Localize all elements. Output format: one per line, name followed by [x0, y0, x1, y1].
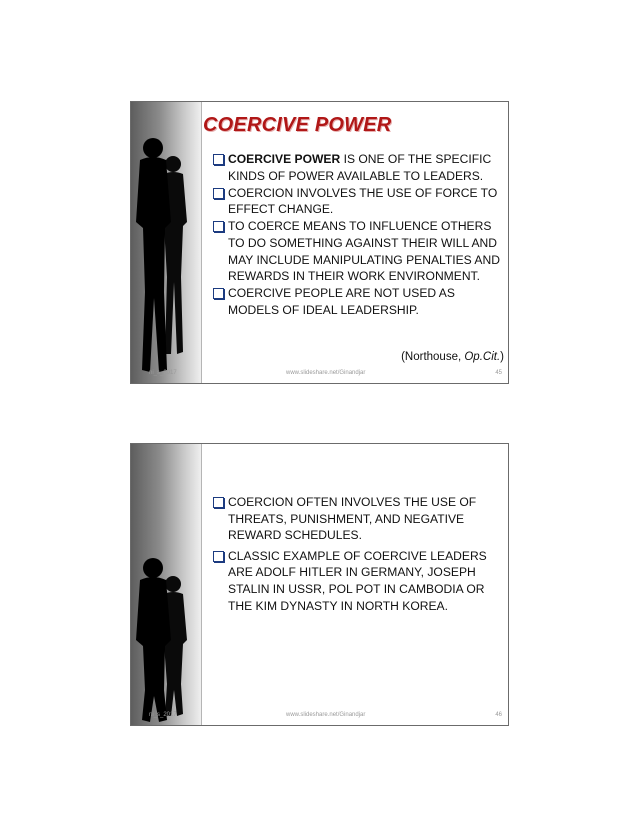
- footer-page-number: 45: [495, 370, 502, 376]
- bullet-list: [213, 494, 504, 614]
- slide-content: [213, 151, 504, 319]
- slide-content: [213, 494, 504, 615]
- bullet-text: COERCION INVOLVES THE USE OF FORCE TO EFFECT CHANGE.: [228, 185, 498, 217]
- footer-date: ni_s_2017: [149, 370, 177, 376]
- slide-footer: [131, 370, 508, 380]
- slide-divider: [201, 444, 202, 725]
- list-item: [213, 494, 504, 544]
- citation-italic: Op.Cit.: [464, 351, 501, 363]
- bullet-text: TO COERCE MEANS TO INFLUENCE OTHERS TO DO SOMETHING AGAINST THEIR WILL AND MAY INCLUDE MANIPULATING PENALTIES AND REWARDS IN THEIR WORK ENVIRONMENT.: [228, 219, 500, 284]
- citation-prefix: (Northouse,: [401, 351, 465, 363]
- slide-46: [130, 443, 509, 726]
- list-item: [213, 151, 504, 184]
- slide-45: [130, 101, 509, 384]
- slide-divider: [201, 102, 202, 383]
- bullet-text: COERCIVE PEOPLE ARE NOT USED AS MODELS OF IDEAL LEADERSHIP.: [228, 286, 455, 317]
- checkbox-bullet-icon: [213, 551, 224, 562]
- citation: [401, 351, 504, 363]
- bullet-text: IS ONE OF THE SPECIFIC KINDS OF POWER AVAILABLE TO LEADERS.: [228, 152, 492, 183]
- checkbox-bullet-icon: [213, 188, 224, 199]
- bullet-list: [213, 151, 504, 318]
- list-item: [213, 548, 504, 614]
- footer-site: www.slideshare.net/Ginandjar: [286, 370, 366, 376]
- slide-footer: [131, 712, 508, 722]
- silhouette-figures-icon: [131, 444, 203, 725]
- bullet-text: COERCION OFTEN INVOLVES THE USE OF THREATS, PUNISHMENT, AND NEGATIVE REWARD SCHEDULES.: [228, 495, 477, 543]
- checkbox-bullet-icon: [213, 221, 224, 232]
- silhouette-figures-icon: [131, 102, 203, 383]
- footer-site: www.slideshare.net/Ginandjar: [286, 712, 366, 718]
- citation-suffix: ): [500, 351, 504, 363]
- footer-date: ni_s_2017: [149, 712, 177, 718]
- checkbox-bullet-icon: [213, 497, 224, 508]
- list-item: [213, 285, 504, 318]
- checkbox-bullet-icon: [213, 288, 224, 299]
- checkbox-bullet-icon: [213, 154, 224, 165]
- bullet-bold-text: COERCIVE POWER: [228, 152, 341, 166]
- footer-page-number: 46: [495, 712, 502, 718]
- list-item: [213, 185, 504, 218]
- list-item: [213, 218, 504, 284]
- bullet-text: CLASSIC EXAMPLE OF COERCIVE LEADERS ARE ADOLF HITLER IN GERMANY, JOSEPH STALIN IN USSR, POL POT IN CAMBODIA OR THE KIM DYNASTY IN NORTH KOREA.: [228, 548, 487, 613]
- slide-title: COERCIVE POWER: [203, 114, 392, 136]
